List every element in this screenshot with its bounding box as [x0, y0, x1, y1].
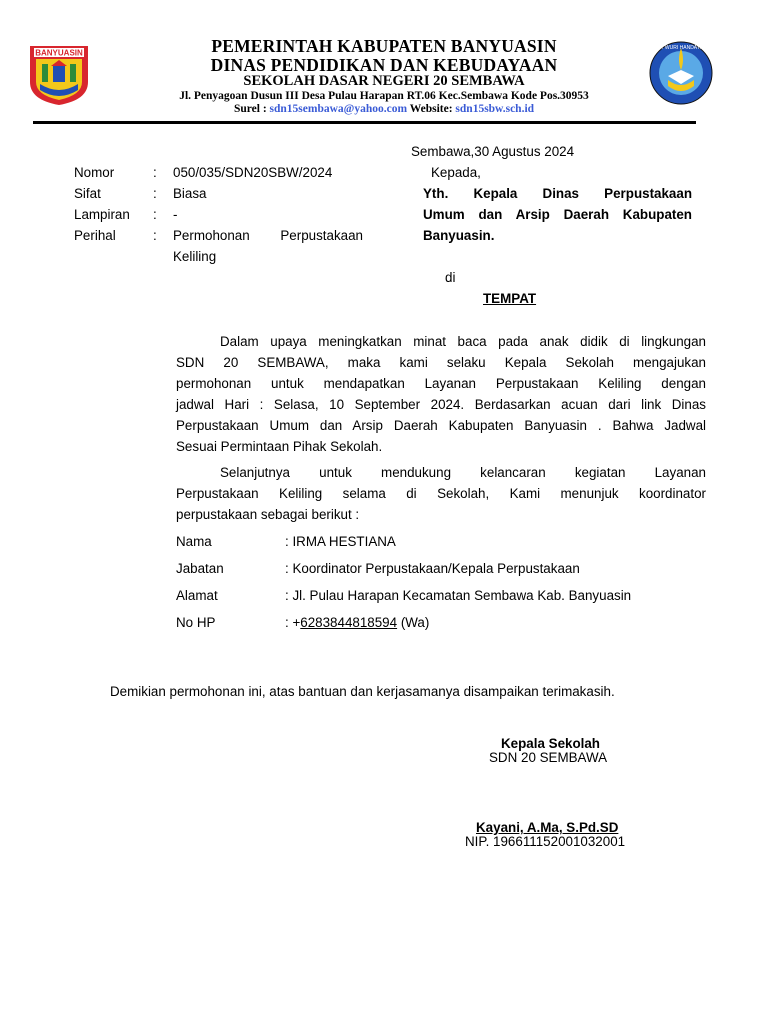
signature-title: Kepala Sekolah: [501, 736, 600, 751]
p1-line-1: Dalam upaya meningkatkan minat baca pada anak didik di lingkungan: [220, 334, 706, 349]
header-contact: [0, 103, 768, 115]
p1-line-6: Sesuai Permintaan Pihak Sekolah.: [176, 439, 383, 454]
header-divider: [33, 121, 696, 124]
lampiran-colon: :: [153, 207, 157, 222]
recipient-block: [423, 185, 692, 244]
p2-line-3: perpustakaan sebagai berikut :: [176, 507, 360, 522]
sifat-colon: :: [153, 186, 157, 201]
nama-label: Nama: [176, 534, 212, 549]
body-paragraph-1: [176, 331, 706, 457]
p1-line-4: jadwal Hari : Selasa, 10 September 2024. Berdasarkan acuan dari link Dinas: [176, 397, 706, 412]
closing-text: Demikian permohonan ini, atas bantuan dan kerjasamanya disampaikan terimakasih.: [110, 684, 615, 699]
sifat-label: Sifat: [74, 186, 101, 201]
recipient-line-3: Banyuasin.: [423, 228, 495, 243]
perihal-line-2: Keliling: [173, 249, 217, 264]
perihal-label: Perihal: [74, 228, 116, 243]
signature-name: Kayani, A.Ma, S.Pd.SD: [476, 820, 619, 835]
recipient-line-1: Yth. Kepala Dinas Perpustakaan: [423, 186, 692, 201]
p2-line-2: Perpustakaan Keliling selama di Sekolah, Kami menunjuk koordinator: [176, 486, 706, 501]
signature-school: SDN 20 SEMBAWA: [489, 750, 608, 765]
kepada-label: Kepada,: [431, 165, 481, 180]
hp-label: No HP: [176, 615, 216, 630]
date-line: Sembawa,30 Agustus 2024: [411, 144, 575, 159]
nomor-colon: :: [153, 165, 157, 180]
hp-number-link[interactable]: 6283844818594: [300, 615, 398, 630]
lampiran-value: -: [173, 207, 178, 222]
website-label: Website:: [409, 103, 453, 115]
recipient-line-2: Umum dan Arsip Daerah Kabupaten: [423, 207, 692, 222]
nomor-value: 050/035/SDN20SBW/2024: [173, 165, 333, 180]
p2-line-1: Selanjutnya untuk mendukung kelancaran kegiatan Layanan: [220, 465, 706, 480]
jabatan-value: : Koordinator Perpustakaan/Kepala Perpustakaan: [285, 561, 580, 576]
di-label: di: [445, 270, 456, 285]
banyuasin-logo-text: BANYUASIN: [35, 48, 83, 58]
alamat-value: : Jl. Pulau Harapan Kecamatan Sembawa Kab. Banyuasin: [285, 588, 632, 603]
hp-prefix: : +: [285, 615, 301, 630]
p1-line-5: Perpustakaan Umum dan Arsip Daerah Kabupaten Banyuasin . Bahwa Jadwal: [176, 418, 706, 433]
hp-suffix: (Wa): [397, 615, 430, 630]
tempat-label: TEMPAT: [483, 291, 537, 306]
nama-value: : IRMA HESTIANA: [285, 534, 396, 549]
header-address: Jl. Penyagoan Dusun III Desa Pulau Harapan RT.06 Kec.Sembawa Kode Pos.30953: [179, 90, 589, 102]
surel-label: Surel :: [233, 103, 267, 115]
perihal-line-1: Permohonan Perpustakaan: [173, 228, 363, 243]
lampiran-label: Lampiran: [74, 207, 130, 222]
header-department: DINAS PENDIDIKAN DAN KEBUDAYAAN: [210, 55, 558, 75]
header-school: SEKOLAH DASAR NEGERI 20 SEMBAWA: [243, 73, 525, 89]
alamat-label: Alamat: [176, 588, 218, 603]
p1-line-2: SDN 20 SEMBAWA, maka kami selaku Kepala Sekolah mengajukan: [176, 355, 706, 370]
sifat-value: Biasa: [173, 186, 207, 201]
signature-nip: NIP. 196611152001032001: [465, 834, 626, 849]
website-link[interactable]: sdn15sbw.sch.id: [455, 103, 535, 115]
hp-value: [285, 614, 429, 631]
nomor-label: Nomor: [74, 165, 115, 180]
p1-line-3: permohonan untuk mendapatkan Layanan Perpustakaan Keliling dengan: [176, 376, 706, 391]
tut-wuri-logo-text: TUT WURI HANDAYANI: [653, 45, 709, 51]
body-paragraph-2: [176, 462, 706, 525]
jabatan-label: Jabatan: [176, 561, 224, 576]
perihal-value: [173, 227, 363, 244]
perihal-colon: :: [153, 228, 157, 243]
email-link[interactable]: sdn15sembawa@yahoo.com: [269, 103, 408, 115]
header-government: PEMERINTAH KABUPATEN BANYUASIN: [211, 36, 557, 56]
